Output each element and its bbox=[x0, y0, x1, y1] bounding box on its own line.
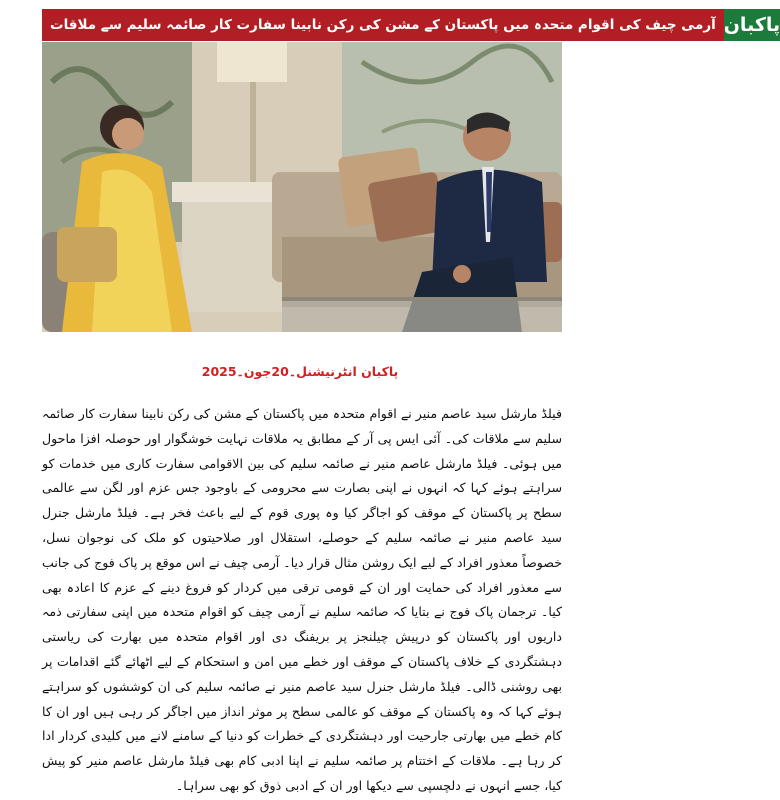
headline-title: آرمی چیف کی اقوام متحدہ میں پاکستان کے مشن کی رکن نابینا سفارت کار صائمہ سلیم سے ملاقات bbox=[42, 9, 724, 41]
photo-illustration bbox=[42, 42, 562, 332]
headline-banner bbox=[42, 9, 780, 41]
brand-label: پاکبان bbox=[724, 9, 780, 41]
meeting-photo bbox=[42, 42, 562, 332]
article-body: فیلڈ مارشل سید عاصم منیر نے اقوام متحدہ میں پاکستان کے مشن کی رکن نابینا سفارت کار صائمہ سلیم سے ملاقات کی۔ آئی ایس پی آر کے مطابق یہ ملاقات نہایت خوشگوار اور حوصلہ افزا ماحول میں ہوئی۔ فیلڈ مارشل عاصم منیر نے صائمہ سلیم کی بین الاقوامی سفارت کاری میں خدمات کو سراہتے ہوئے کہا کہ انہوں نے اپنی بصارت سے محرومی کے باوجود جس عزم اور لگن سے عالمی سطح پر پاکستان کے موقف کو اجاگر کیا وہ پوری قوم کے لیے باعث فخر ہے۔ فیلڈ مارشل جنرل سید عاصم منیر نے صائمہ سلیم کے حوصلے، استقلال اور صلاحیتوں کو ملک کی نوجوان نسل، خصوصاً معذور افراد کے لیے ایک روشن مثال قرار دیا۔ آرمی چیف نے اس موقع پر پاک فوج کی جانب سے معذور افراد کی حمایت اور ان کے قومی ترقی میں کردار کو فروغ دینے کے عزم کا اعادہ بھی کیا۔ ترجمان پاک فوج نے بتایا کہ صائمہ سلیم نے آرمی چیف کو اقوام متحدہ میں اپنی سفارتی ذمہ داریوں اور پاکستان کو درپیش چیلنجز پر بریفنگ دی اور اقوام متحدہ میں بھارت کی ریاستی دہشتگردی کے خلاف پاکستان کے موقف اور خطے میں امن و استحکام کے لیے اٹھائے گئے اقدامات پر بھی روشنی ڈالی۔ فیلڈ مارشل جنرل سید عاصم منیر نے صائمہ سلیم کی ان کوششوں کو سراہتے ہوئے کہا کہ وہ پاکستان کے موقف کو عالمی سطح پر موثر انداز میں اجاگر کر رہی ہیں اور ان کا کام خطے میں بھارتی جارحیت اور دہشتگردی کے خطرات کو دنیا کے سامنے لانے میں کلیدی کردار ادا کر رہا ہے۔ ملاقات کے اختتام پر صائمہ سلیم نے اپنا ادبی کام بھی فیلڈ مارشل عاصم منیر کو پیش کیا، جسے انہوں نے دلچسپی سے دیکھا اور ان کے ادبی ذوق کو بھی سراہا۔ bbox=[42, 406, 562, 793]
dateline: پاکبان انٹرنیشنل۔20جون۔2025 bbox=[201, 364, 399, 379]
